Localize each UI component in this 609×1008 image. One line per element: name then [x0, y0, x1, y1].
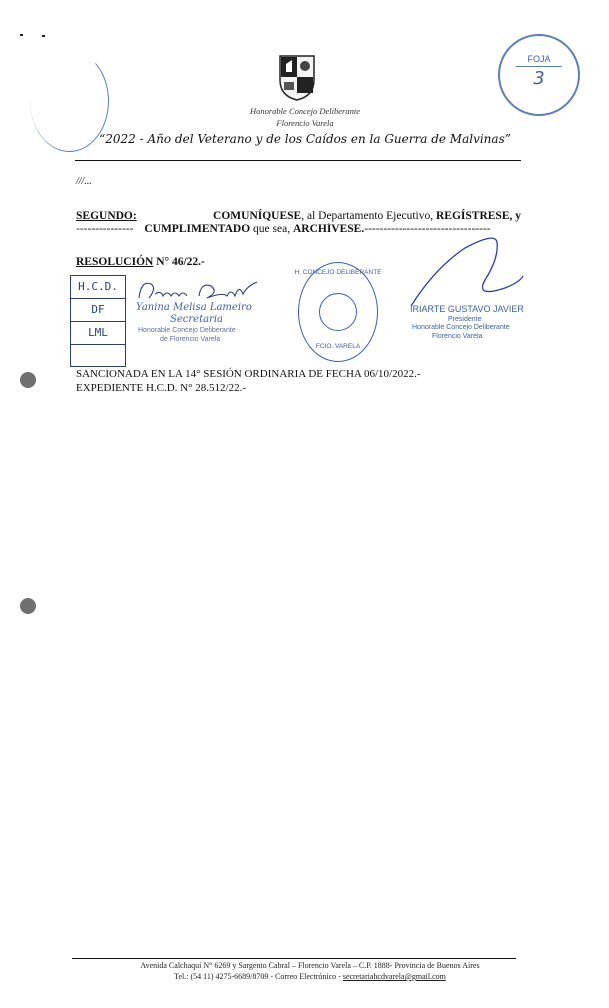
coat-of-arms-icon — [276, 52, 318, 102]
seal-bottom-text: FCIO. VARELA — [315, 343, 361, 350]
punch-hole — [20, 372, 36, 388]
sanction-line-2: EXPEDIENTE H.C.D. N° 28.512/22.- — [76, 382, 246, 394]
foja-stamp-label: FOJA — [527, 54, 551, 64]
year-motto: “2022 - Año del Veterano y de los Caídos en la Guerra de Malvinas” — [99, 132, 511, 146]
president-line-2: Florencio Varela — [432, 333, 483, 340]
initials-row: DF — [71, 299, 125, 322]
scan-speck — [20, 34, 23, 36]
header-rule — [75, 160, 521, 161]
article-line-1-text: COMUNÍQUESE, al Departamento Ejecutivo, REGÍSTRESE, y — [213, 210, 521, 222]
foja-stamp-number: 3 — [533, 68, 545, 89]
institution-city: Florencio Varela — [276, 118, 334, 128]
secretary-name: Yanina Melisa Lameiro — [136, 302, 252, 313]
article-line-2-text: CUMPLIMENTADO que sea, ARCHÍVESE.--------------------------------- — [144, 223, 491, 235]
seal-top-text: H. CONCEJO DELIBERANTE — [294, 269, 382, 276]
scan-speck — [42, 35, 45, 37]
initials-row — [71, 345, 125, 367]
footer-contact: Tel.: (54 11) 4275-6689/8709 - Correo Electrónico - secretariahcdvarela@gmail.com — [174, 972, 446, 981]
continuation-mark: ///... — [76, 176, 92, 187]
article-line-2: --------------- CUMPLIMENTADO que sea, ARCHÍVESE.--------------------------------- — [76, 223, 491, 235]
resolution-number: RESOLUCIÓN N° 46/22.- — [76, 256, 205, 268]
seal-inner-ring — [319, 293, 357, 331]
footer-rule — [72, 958, 516, 959]
punch-hole — [20, 598, 36, 614]
initials-row: H.C.D. — [71, 276, 125, 299]
initials-row: LML — [71, 322, 125, 345]
president-role: Presidente — [448, 316, 482, 323]
council-seal — [294, 262, 382, 362]
article-label: SEGUNDO: — [76, 210, 137, 222]
institution-name: Honorable Concejo Deliberante — [249, 106, 360, 116]
foja-stamp-inner-rule — [516, 66, 562, 67]
secretary-line-2: de Florencio Varela — [160, 336, 221, 343]
secretary-line-1: Honorable Concejo Deliberante — [138, 327, 236, 334]
president-line-1: Honorable Concejo Deliberante — [412, 324, 510, 331]
sanction-line-1: SANCIONADA EN LA 14° SESIÓN ORDINARIA DE FECHA 06/10/2022.- — [76, 368, 421, 380]
footer-address: Avenida Calchaquí N° 6269 y Sargento Cabral – Florencio Varela – C.P. 1888- Provincia de Buenos Aires — [140, 961, 480, 970]
article-line-1 — [76, 210, 521, 222]
initials-box — [70, 275, 126, 367]
president-name: IRIARTE GUSTAVO JAVIER — [410, 304, 524, 314]
footer-email-link[interactable]: secretariahcdvarela@gmail.com — [342, 972, 446, 981]
foja-stamp — [498, 34, 580, 116]
president-signature — [405, 228, 525, 308]
secretary-role: Secretaria — [170, 314, 223, 325]
